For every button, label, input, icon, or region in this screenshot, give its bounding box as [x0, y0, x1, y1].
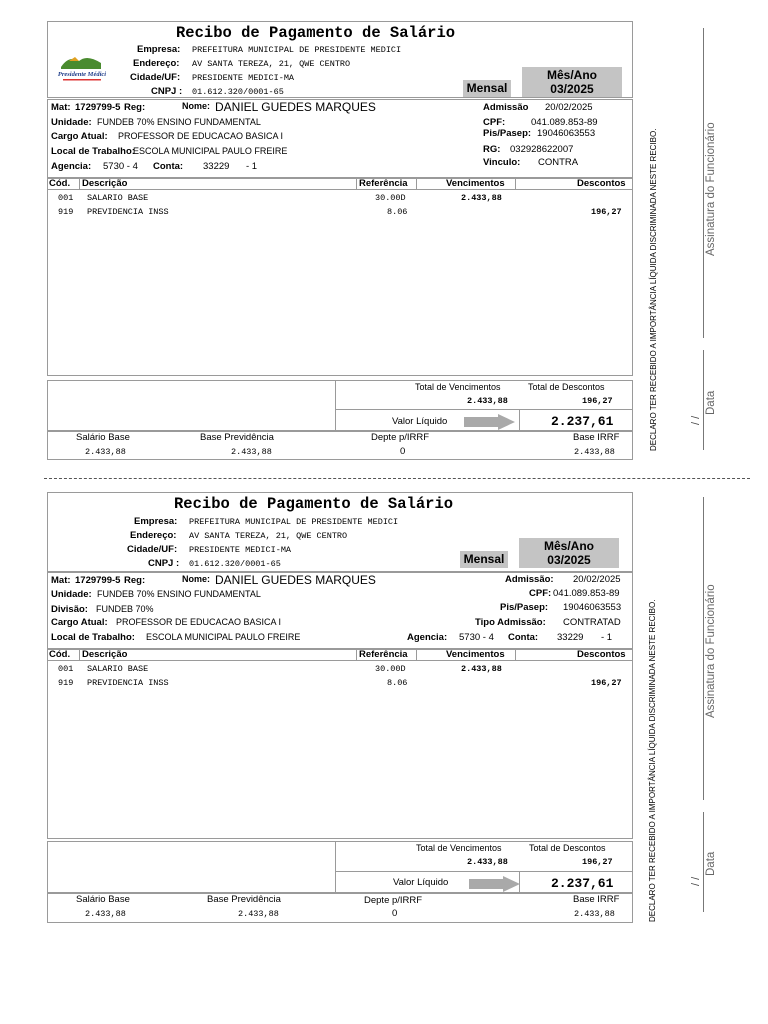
divisao-label: Divisão:: [51, 604, 88, 615]
col-desc-header: Descrição: [82, 178, 128, 189]
arrow-icon: [464, 414, 516, 430]
depte-label: Depte p/IRRF: [364, 895, 423, 906]
col-cod-header: Cód.: [49, 178, 71, 189]
valor-liquido-label: Valor Líquido: [393, 877, 449, 888]
item-descontos: 196,27: [591, 207, 622, 217]
col-ref-header: Referência: [359, 178, 408, 189]
vinculo-label: Vinculo:: [483, 157, 521, 168]
col-cod-header: Cód.: [49, 649, 71, 660]
col-descontos-header: Descontos: [577, 649, 626, 660]
vinculo-value: CONTRA: [538, 157, 579, 168]
endereco-value: AV SANTA TEREZA, 21, QWE CENTRO: [189, 531, 348, 541]
cargo-value: PROFESSOR DE EDUCACAO BASICA I: [116, 617, 282, 627]
cargo-label: Cargo Atual:: [51, 617, 108, 628]
endereco-label: Endereço:: [130, 530, 177, 541]
unidade-value: FUNDEB 70% ENSINO FUNDAMENTAL: [97, 589, 261, 599]
total-desc-value: 196,27: [582, 857, 613, 867]
endereco-value: AV SANTA TEREZA, 21, QWE CENTRO: [192, 59, 351, 69]
agencia-label: Agencia:: [51, 161, 92, 172]
data-label: Data: [705, 851, 717, 876]
date-slashes: / /: [690, 415, 702, 425]
salario-base-label: Salário Base: [76, 432, 130, 443]
empresa-value: PREFEITURA MUNICIPAL DE PRESIDENTE MEDICI: [189, 517, 399, 527]
total-venc-label: Total de Vencimentos: [415, 382, 501, 392]
rg-value: 032928622007: [510, 144, 574, 155]
cidade-value: PRESIDENTE MEDICI-MA: [189, 545, 292, 555]
declaro-text: DECLARO TER RECEBIDO A IMPORTÂNCIA LÍQUIDA DISCRIMINADA NESTE RECIBO.: [649, 128, 658, 451]
receipt-title: Recibo de Pagamento de Salário: [174, 495, 454, 513]
cargo-label: Cargo Atual:: [51, 131, 108, 142]
period-label: Mês/Ano: [546, 68, 597, 82]
pis-value: 19046063553: [537, 128, 596, 139]
cnpj-label: CNPJ :: [151, 86, 183, 97]
pis-label: Pis/Pasep:: [500, 602, 549, 613]
period-box: [522, 67, 622, 97]
cpf-label: CPF:: [529, 588, 552, 599]
item-venc: 2.433,88: [461, 664, 502, 674]
item-desc: PREVIDENCIA INSS: [87, 678, 169, 688]
assinatura-label: Assinatura do Funcionário: [705, 122, 717, 256]
conta-dv: - 1: [246, 161, 258, 172]
agencia-value: 5730 - 4: [103, 161, 138, 172]
tipo-admissao-value: CONTRATAD: [563, 617, 621, 628]
cidade-label: Cidade/UF:: [127, 544, 178, 555]
item-cod: 001: [58, 193, 74, 203]
valor-liquido-value: 2.237,61: [551, 414, 614, 429]
item-cod: 919: [58, 207, 74, 217]
cnpj-label: CNPJ :: [148, 558, 180, 569]
mat-label: Mat:: [51, 102, 71, 113]
period-box: [519, 538, 619, 568]
bases-box: [47, 893, 633, 923]
valor-liquido-label: Valor Líquido: [392, 416, 448, 427]
total-desc-value: 196,27: [582, 396, 613, 406]
receipt-title: Recibo de Pagamento de Salário: [176, 24, 456, 42]
mat-label: Mat:: [51, 575, 71, 586]
period-value: 03/2025: [547, 553, 591, 567]
valor-liquido-value: 2.237,61: [551, 876, 614, 891]
cnpj-value: 01.612.320/0001-65: [189, 559, 281, 569]
mat-value: 1729799-5: [75, 102, 121, 113]
periodicity-box: [460, 551, 508, 568]
nome-label: Nome:: [182, 101, 211, 111]
depte-value: 0: [392, 908, 398, 919]
salario-base-value: 2.433,88: [85, 909, 126, 919]
periodicity-box: [463, 80, 511, 97]
period-value: 03/2025: [550, 82, 594, 96]
total-venc-value: 2.433,88: [467, 396, 508, 406]
cnpj-value: 01.612.320/0001-65: [192, 87, 284, 97]
base-prev-label: Base Previdência: [200, 432, 274, 443]
logo: [57, 53, 107, 83]
item-descontos: 196,27: [591, 678, 622, 688]
base-irrf-value: 2.433,88: [574, 909, 615, 919]
total-venc-label: Total de Vencimentos: [416, 843, 502, 853]
agencia-label: Agencia:: [407, 632, 448, 643]
logo-text: Presidente Médici: [57, 71, 107, 78]
base-irrf-label: Base IRRF: [573, 894, 620, 905]
base-prev-label: Base Previdência: [207, 894, 281, 905]
cidade-value: PRESIDENTE MEDICI-MA: [192, 73, 295, 83]
col-venc-header: Vencimentos: [446, 178, 505, 189]
salario-base-label: Salário Base: [76, 894, 130, 905]
item-desc: SALARIO BASE: [87, 664, 149, 674]
total-desc-label: Total de Descontos: [528, 382, 605, 392]
conta-dv: - 1: [601, 632, 613, 643]
periodicity-label: Mensal: [463, 552, 505, 566]
date-slashes: / /: [690, 876, 702, 886]
item-cod: 919: [58, 678, 74, 688]
conta-value: 33229: [557, 632, 584, 643]
agencia-value: 5730 - 4: [459, 632, 494, 643]
total-venc-value: 2.433,88: [467, 857, 508, 867]
unidade-label: Unidade:: [51, 117, 92, 128]
local-value: ESCOLA MUNICIPAL PAULO FREIRE: [133, 146, 288, 156]
local-label: Local de Trabalho:: [51, 632, 135, 643]
cidade-label: Cidade/UF:: [130, 72, 181, 83]
unidade-value: FUNDEB 70% ENSINO FUNDAMENTAL: [97, 117, 261, 127]
cpf-value: 041.089.853-89: [553, 588, 620, 599]
cpf-label: CPF:: [483, 117, 506, 128]
period-label: Mês/Ano: [543, 539, 594, 553]
pis-value: 19046063553: [563, 602, 622, 613]
base-prev-value: 2.433,88: [231, 447, 272, 457]
unidade-label: Unidade:: [51, 589, 92, 600]
col-desc-header: Descrição: [82, 649, 128, 660]
col-descontos-header: Descontos: [577, 178, 626, 189]
depte-label: Depte p/IRRF: [371, 432, 430, 443]
item-venc: 2.433,88: [461, 193, 502, 203]
empresa-label: Empresa:: [137, 44, 181, 55]
col-ref-header: Referência: [359, 649, 408, 660]
reg-label: Reg:: [124, 575, 146, 586]
base-prev-value: 2.433,88: [238, 909, 279, 919]
divisao-value: FUNDEB 70%: [96, 604, 154, 614]
item-desc: PREVIDENCIA INSS: [87, 207, 169, 217]
rg-label: RG:: [483, 144, 501, 155]
total-desc-label: Total de Descontos: [529, 843, 606, 853]
item-desc: SALARIO BASE: [87, 193, 149, 203]
local-value: ESCOLA MUNICIPAL PAULO FREIRE: [146, 632, 301, 642]
item-cod: 001: [58, 664, 74, 674]
item-ref: 8.06: [387, 678, 408, 688]
salario-base-value: 2.433,88: [85, 447, 126, 457]
admissao-label: Admissão:: [505, 574, 554, 585]
col-venc-header: Vencimentos: [446, 649, 505, 660]
nome-value: DANIEL GUEDES MARQUES: [215, 573, 376, 587]
periodicity-label: Mensal: [466, 81, 508, 95]
conta-label: Conta:: [153, 161, 184, 172]
empresa-value: PREFEITURA MUNICIPAL DE PRESIDENTE MEDICI: [192, 45, 402, 55]
bases-box: [47, 431, 633, 460]
conta-value: 33229: [203, 161, 230, 172]
tipo-admissao-label: Tipo Admissão:: [475, 617, 546, 628]
nome-value: DANIEL GUEDES MARQUES: [215, 100, 376, 114]
cut-line: [44, 478, 750, 479]
cargo-value: PROFESSOR DE EDUCACAO BASICA I: [118, 131, 284, 141]
empresa-label: Empresa:: [134, 516, 178, 527]
admissao-value: 20/02/2025: [573, 574, 621, 585]
data-label: Data: [705, 390, 717, 415]
nome-label: Nome:: [182, 574, 211, 584]
cpf-value: 041.089.853-89: [531, 117, 598, 128]
pis-label: Pis/Pasep:: [483, 128, 532, 139]
endereco-label: Endereço:: [133, 58, 180, 69]
item-ref: 30.00D: [375, 193, 406, 203]
item-ref: 8.06: [387, 207, 408, 217]
admissao-value: 20/02/2025: [545, 102, 593, 113]
depte-value: 0: [400, 446, 406, 457]
item-ref: 30.00D: [375, 664, 406, 674]
base-irrf-value: 2.433,88: [574, 447, 615, 457]
base-irrf-label: Base IRRF: [573, 432, 620, 443]
conta-label: Conta:: [508, 632, 539, 643]
local-label: Local de Trabalho:: [51, 146, 135, 157]
reg-label: Reg:: [124, 102, 146, 113]
declaro-text: DECLARO TER RECEBIDO A IMPORTÂNCIA LÍQUIDA DISCRIMINADA NESTE RECIBO.: [648, 599, 657, 922]
mat-value: 1729799-5: [75, 575, 121, 586]
admissao-label: Admissão: [483, 102, 529, 113]
assinatura-label: Assinatura do Funcionário: [705, 584, 717, 718]
arrow-icon: [469, 876, 521, 892]
